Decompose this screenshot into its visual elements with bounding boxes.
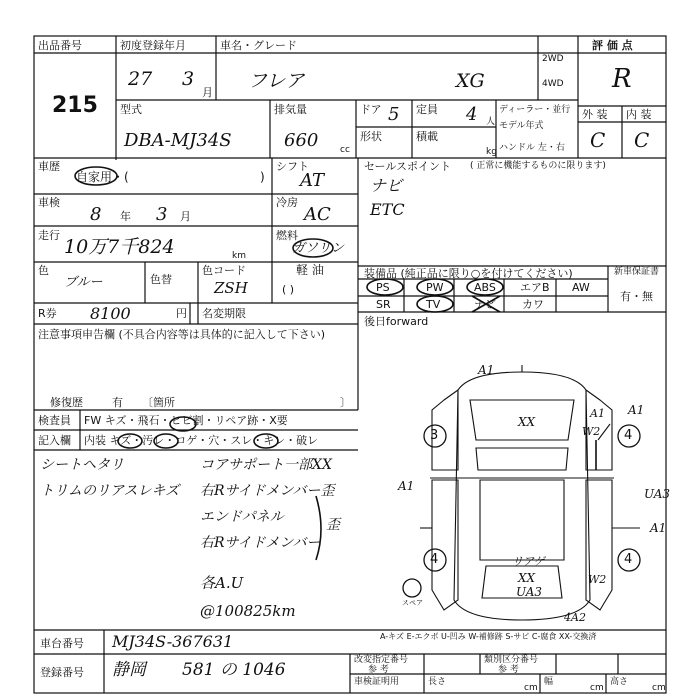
chassis-value: MJ34S-367631 xyxy=(112,632,234,651)
drive-4wd: 4WD xyxy=(542,79,564,89)
interior-label: 内 装 xyxy=(626,108,652,121)
chassis-label: 車台番号 xyxy=(40,637,84,650)
diag-mark-left-a1: A1 xyxy=(398,479,415,493)
note-bottom-1: 各A.U xyxy=(200,574,244,592)
load-label: 積載 xyxy=(416,130,438,143)
fuel-diesel: 軽 油 xyxy=(296,263,324,277)
capacity-value: 4 xyxy=(466,104,478,125)
diag-tire-fr: 4 xyxy=(624,428,633,443)
diag-tire-rr: 4 xyxy=(624,552,633,567)
cooler-label: 冷房 xyxy=(276,196,298,209)
diag-tire-fl: 3 xyxy=(430,428,439,443)
first-reg-month: 3 xyxy=(182,68,195,90)
handle-label: ハンドル 左・右 xyxy=(499,143,565,153)
color-value: ブルー xyxy=(64,275,103,290)
color-change-label: 色替 xyxy=(150,273,172,286)
guarantee-value: 有・無 xyxy=(620,290,653,303)
exterior-label: 外 装 xyxy=(582,108,608,121)
equipment-label: 装備品 (純正品に限り○を付けてください) xyxy=(364,267,573,280)
diag-mark-rear-ua3: UA3 xyxy=(516,585,543,599)
equip-aw: AW xyxy=(572,281,590,294)
repair-where: 〔箇所 xyxy=(142,396,175,409)
recycle-unit: 円 xyxy=(176,307,187,320)
diag-mark-rear-xx: XX xyxy=(518,571,536,585)
mileage-label: 走行 xyxy=(38,229,60,242)
equip-navi: ナビ xyxy=(474,298,496,311)
legend-codes: A-キズ E-エクボ U-凹み W-補修跡 S-サビ C-腐食 XX-交換済 xyxy=(380,632,597,641)
inspector-label: 検査員 xyxy=(38,414,71,427)
doors-value: 5 xyxy=(388,104,400,125)
note-right-3: エンドパネル xyxy=(200,509,284,525)
modification-label: 改変指定番号 xyxy=(354,655,409,665)
diag-mark-a1-side: A1 xyxy=(590,407,605,420)
guarantee-label: 新車保証書 xyxy=(614,267,660,277)
model-value: DBA-MJ34S xyxy=(124,130,232,151)
note-left-2: トリムのリアスレキズ xyxy=(40,483,180,499)
sales-point-2: ETC xyxy=(370,200,405,219)
load-unit: kg xyxy=(486,147,497,157)
displacement-label: 排気量 xyxy=(274,103,307,116)
cert-length: 長さ xyxy=(428,677,447,687)
shape-label: 形状 xyxy=(360,130,382,143)
diag-spare: スペア xyxy=(402,599,423,607)
cert-label: 車検証明用 xyxy=(354,677,400,687)
cert-width: 幅 xyxy=(544,677,554,687)
diag-tire-rl: 4 xyxy=(430,552,439,567)
fuel-label: 燃料 xyxy=(276,229,298,242)
recycle-label: R券 xyxy=(38,307,57,320)
first-reg-month-unit: 月 xyxy=(202,86,213,99)
diag-mark-4a2: 4A2 xyxy=(564,611,586,624)
caution-label: 注意事項申告欄 (不具合内容等は具体的に記入して下さい) xyxy=(38,328,326,341)
cert-width-unit: cm xyxy=(590,683,604,693)
name-change-label: 名変期限 xyxy=(202,307,246,320)
score-value: R xyxy=(612,64,632,94)
color-label: 色 xyxy=(38,264,49,277)
drive-2wd: 2WD xyxy=(542,54,564,64)
fuel-gasoline: ガソリン xyxy=(292,241,345,256)
equip-tv: TV xyxy=(426,298,441,311)
inspector-legend: FW キズ・飛石・ヒビ割・リペア跡・X要 xyxy=(84,414,288,427)
interior-value: C xyxy=(634,128,650,152)
modification-ref: 参 考 xyxy=(368,665,389,675)
note-right-4: 右Rサイドメンバー xyxy=(200,535,321,551)
category-ref: 参 考 xyxy=(498,665,519,675)
recycle-value: 8100 xyxy=(90,304,131,323)
inspection-month: 3 xyxy=(156,204,168,225)
recorder-label: 記入欄 xyxy=(38,434,71,447)
repair-value: 有 xyxy=(112,396,123,409)
note-right-5: 歪 xyxy=(326,517,340,533)
note-bottom-2: @100825km xyxy=(200,602,296,620)
first-reg-year: 27 xyxy=(128,68,153,90)
registration-area: 静岡 xyxy=(112,660,146,680)
fuel-other: ( ) xyxy=(282,283,295,296)
cert-height-unit: cm xyxy=(652,683,666,693)
history-close: ) xyxy=(260,170,265,184)
cooler-value: AC xyxy=(304,204,331,225)
inspection-month-unit: 月 xyxy=(180,210,191,223)
diag-mark-rear-w2: W2 xyxy=(588,573,607,586)
inspection-year-unit: 年 xyxy=(120,210,131,223)
equip-pw: PW xyxy=(426,281,444,294)
rear-seat-label: 後日forward xyxy=(364,315,429,328)
diag-mark-right-a1: A1 xyxy=(628,403,645,417)
equip-sr: SR xyxy=(376,298,391,311)
first-reg-label: 初度登録年月 xyxy=(120,39,186,52)
note-right-2: 右Rサイドメンバー歪 xyxy=(200,483,335,499)
diag-mark-w2: W2 xyxy=(582,425,601,438)
sales-points-note: ( 正常に機能するものに限ります) xyxy=(470,161,606,171)
car-name-label: 車名・グレード xyxy=(220,39,297,52)
diag-mark-ua3: UA3 xyxy=(644,487,671,501)
note-left-1: シートヘタリ xyxy=(40,457,124,473)
diag-mark-right-a1-2: A1 xyxy=(650,521,667,535)
capacity-label: 定員 xyxy=(416,103,438,116)
registration-number: 581 の 1046 xyxy=(182,660,286,680)
car-grade: XG xyxy=(456,70,485,92)
dealer-label: ディーラー・並行 xyxy=(499,105,571,115)
recorder-legend: 内装 キズ・汚レ・コゲ・穴・スレ・キレ・破レ xyxy=(84,434,319,447)
diag-mark-hood-xx: XX xyxy=(518,415,536,429)
cert-length-unit: cm xyxy=(524,683,538,693)
displacement-unit: cc xyxy=(340,145,350,155)
color-code-value: ZSH xyxy=(214,279,248,297)
shift-value: AT xyxy=(300,170,325,191)
diag-mark-rear-gate: リアゲ xyxy=(512,555,545,568)
color-code-label: 色コード xyxy=(202,264,246,277)
mileage-value: 10万7千824 xyxy=(64,236,175,258)
equip-airbag: エアB xyxy=(520,281,550,294)
exterior-value: C xyxy=(590,128,606,152)
capacity-unit: 人 xyxy=(486,117,496,127)
score-label: 評 価 点 xyxy=(592,39,633,52)
repair-close: 〕 xyxy=(340,396,351,409)
equip-abs: ABS xyxy=(474,281,496,294)
sales-points-label: セールスポイント xyxy=(364,160,452,173)
repair-label: 修復歴 xyxy=(50,396,83,409)
equip-leather: カワ xyxy=(522,298,544,311)
lot-label: 出品番号 xyxy=(38,39,82,52)
inspection-label: 車検 xyxy=(38,196,60,209)
sales-point-1: ナビ xyxy=(370,176,403,195)
diag-mark-top-a1: A1 xyxy=(478,363,495,377)
history-label: 車歴 xyxy=(38,160,60,173)
registration-label: 登録番号 xyxy=(40,666,84,679)
shift-label: シフト xyxy=(276,160,309,173)
displacement-value: 660 xyxy=(284,130,319,151)
mileage-unit: km xyxy=(232,251,246,261)
lot-number: 215 xyxy=(52,93,98,118)
equip-ps: PS xyxy=(376,281,390,294)
category-label: 類別区分番号 xyxy=(484,655,539,665)
model-year-label: モデル年式 xyxy=(499,121,544,131)
car-name: フレア xyxy=(248,70,305,92)
history-options: 自家用・( xyxy=(76,170,129,184)
inspection-year: 8 xyxy=(90,204,102,225)
cert-height: 高さ xyxy=(610,677,629,687)
note-right-1: コアサポート一部XX xyxy=(200,457,332,473)
doors-label: ドア xyxy=(360,103,382,116)
model-label: 型式 xyxy=(120,103,142,116)
